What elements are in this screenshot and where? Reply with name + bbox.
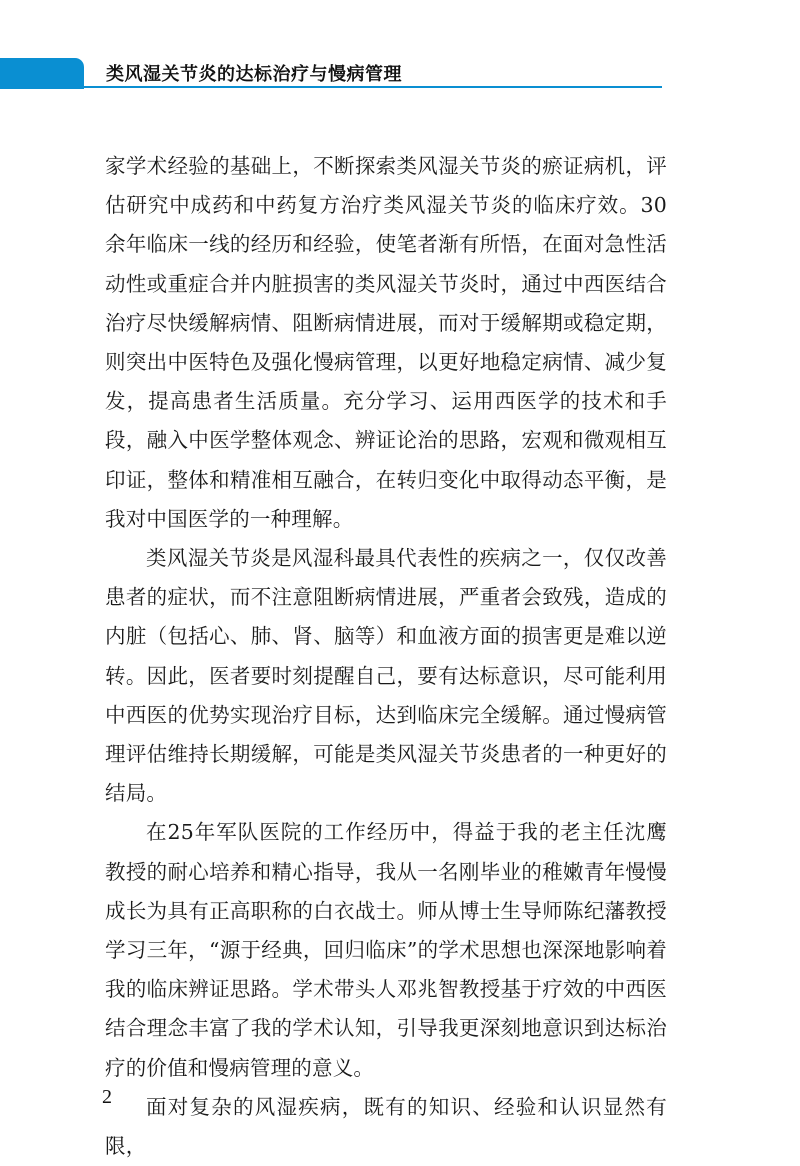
header-rule-left <box>0 88 84 89</box>
paragraph-1: 家学术经验的基础上，不断探索类风湿关节炎的瘀证病机，评估研究中成药和中药复方治疗类风湿关节炎的临床疗效。30余年临床一线的经历和经验，使笔者渐有所悟，在面对急性活动性或重症合并内脏损害的类风湿关节炎时，通过中西医结合治疗尽快缓解病情、阻断病情进展，而对于缓解期或稳定期，则突出中医特色及强化慢病管理，以更好地稳定病情、减少复发，提高患者生活质量。充分学习、运用西医学的技术和手段，融入中医学整体观念、辨证论治的思路，宏观和微观相互印证，整体和精准相互融合，在转归变化中取得动态平衡，是我对中国医学的一种理解。 <box>105 154 667 531</box>
paragraph-4: 面对复杂的风湿疾病，既有的知识、经验和认识显然有限， <box>105 1094 667 1159</box>
header-accent-tab <box>0 58 84 88</box>
body-text <box>105 147 667 1166</box>
running-header-title: 类风湿关节炎的达标治疗与慢病管理 <box>106 64 402 85</box>
running-header <box>0 58 664 90</box>
header-rule <box>84 86 662 88</box>
paragraph-2: 类风湿关节炎是风湿科最具代表性的疾病之一，仅仅改善患者的症状，而不注意阻断病情进展，严重者会致残，造成的内脏（包括心、肺、肾、脑等）和血液方面的损害更是难以逆转。因此，医者要时刻提醒自己，要有达标意识，尽可能利用中西医的优势实现治疗目标，达到临床完全缓解。通过慢病管理评估维持长期缓解，可能是类风湿关节炎患者的一种更好的结局。 <box>105 546 667 806</box>
page-number: 2 <box>102 1086 112 1108</box>
paragraph-3: 在25年军队医院的工作经历中，得益于我的老主任沈鹰教授的耐心培养和精心指导，我从一名刚毕业的稚嫩青年慢慢成长为具有正高职称的白衣战士。师从博士生导师陈纪藩教授学习三年，“源于经典，回归临床”的学术思想也深深地影响着我的临床辨证思路。学术带头人邓兆智教授基于疗效的中西医结合理念丰富了我的学术认知，引导我更深刻地意识到达标治疗的价值和慢病管理的意义。 <box>105 820 667 1080</box>
